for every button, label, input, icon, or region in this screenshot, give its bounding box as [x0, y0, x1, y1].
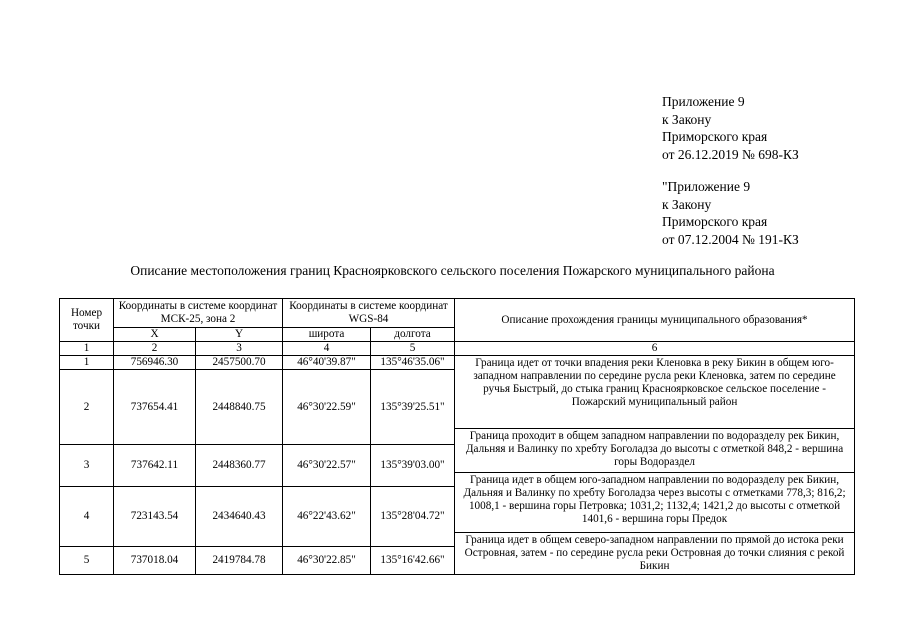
boundary-description: Граница идет в общем северо-западном направлении по прямой до истока реки Островная, затем - по середине русла реки Островная до точки слияния с рекой Бикин: [455, 533, 855, 575]
col-header-wgs: Координаты в системе координат WGS-84: [283, 299, 455, 328]
coord-x: 723143.54: [114, 487, 196, 547]
column-number: 2: [114, 342, 196, 356]
header-line: к Закону: [662, 196, 712, 212]
coord-lat: 46°30'22.59": [283, 370, 371, 445]
appendix-header-original: [662, 178, 799, 248]
coord-lat: 46°22'43.62": [283, 487, 371, 547]
col-header-point: Номер точки: [60, 299, 114, 342]
coord-y: 2419784.78: [196, 547, 283, 575]
column-number: 3: [196, 342, 283, 356]
coord-y: 2448840.75: [196, 370, 283, 445]
header-line: от 07.12.2004 № 191-КЗ: [662, 231, 799, 247]
coord-x: 737642.11: [114, 445, 196, 487]
boundary-table: [59, 298, 855, 575]
point-number: 2: [60, 370, 114, 445]
appendix-header-current: [662, 93, 799, 163]
subheader-x: X: [114, 328, 196, 342]
col-header-description: Описание прохождения границы муниципального образования*: [455, 299, 855, 342]
subheader-longitude: долгота: [371, 328, 455, 342]
coord-lat: 46°30'22.57": [283, 445, 371, 487]
table-row: [60, 356, 855, 370]
col-header-msk: Координаты в системе координат МСК-25, зона 2: [114, 299, 283, 328]
header-line: от 26.12.2019 № 698-КЗ: [662, 146, 799, 162]
coord-lon: 135°46'35.06": [371, 356, 455, 370]
header-line: "Приложение 9: [662, 179, 751, 194]
boundary-description: Граница идет от точки впадения реки Кленовка в реку Бикин в общем юго-западном направлении по середине русла реки Кленовка, затем по середине ручья Быстрый, до стыка границ Красноярковское сельское поселение - Пожарский муниципальный район: [455, 356, 855, 429]
header-line: к Закону: [662, 111, 712, 127]
subheader-y: Y: [196, 328, 283, 342]
subheader-latitude: широта: [283, 328, 371, 342]
point-number: 4: [60, 487, 114, 547]
coord-y: 2457500.70: [196, 356, 283, 370]
column-number: 5: [371, 342, 455, 356]
point-number: 1: [60, 356, 114, 370]
coord-lat: 46°40'39.87": [283, 356, 371, 370]
coord-lat: 46°30'22.85": [283, 547, 371, 575]
column-number: 6: [455, 342, 855, 356]
point-number: 3: [60, 445, 114, 487]
document-title: Описание местоположения границ Красноярковского сельского поселения Пожарского муниципального района: [130, 263, 775, 278]
coord-x: 737018.04: [114, 547, 196, 575]
coord-y: 2448360.77: [196, 445, 283, 487]
coord-lon: 135°39'25.51": [371, 370, 455, 445]
column-number: 1: [60, 342, 114, 356]
coord-x: 756946.30: [114, 356, 196, 370]
header-line: Приморского края: [662, 129, 768, 144]
column-number-row: [60, 342, 855, 356]
coord-lon: 135°16'42.66": [371, 547, 455, 575]
header-line: Приморского края: [662, 214, 768, 229]
column-number: 4: [283, 342, 371, 356]
header-line: Приложение 9: [662, 94, 745, 109]
point-number: 5: [60, 547, 114, 575]
coord-x: 737654.41: [114, 370, 196, 445]
coord-lon: 135°28'04.72": [371, 487, 455, 547]
coord-y: 2434640.43: [196, 487, 283, 547]
boundary-description: Граница проходит в общем западном направлении по водоразделу рек Бикин, Дальняя и Валинку по хребту Боголадза до высоты с отметкой 848,2 - вершина горы Водораздел: [455, 429, 855, 473]
table-header-row: [60, 299, 855, 328]
boundary-description: Граница идет в общем юго-западном направлении по водоразделу рек Бикин, Дальняя и Валинку по хребту Боголадза через высоты с отметками 778,3; 816,2; 1008,1 - вершина горы Петровка; 1031,2; 1132,4; 1421,2 до высоты с отметкой 1401,6 - вершина горы Предок: [455, 473, 855, 533]
coord-lon: 135°39'03.00": [371, 445, 455, 487]
